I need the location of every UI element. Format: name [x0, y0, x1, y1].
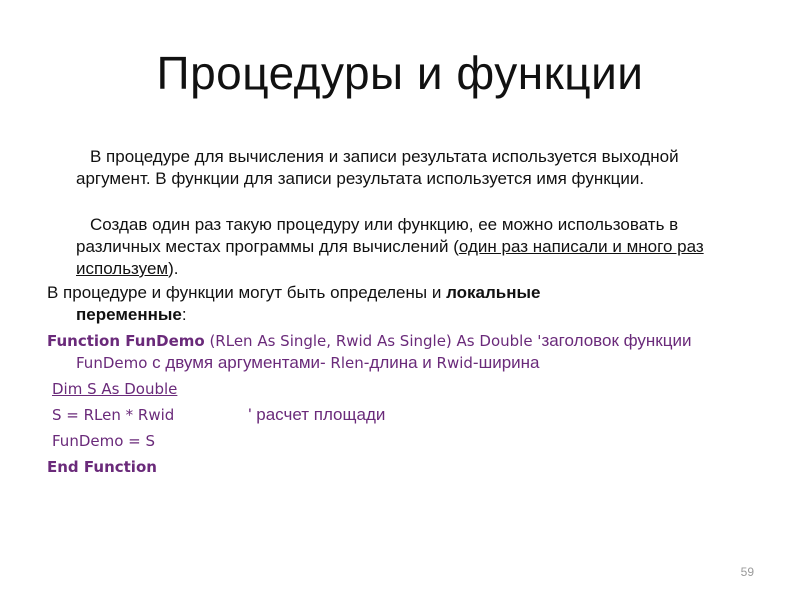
- assignment-code: S = RLen * Rwid: [52, 406, 175, 424]
- rwid-name: Rwid: [436, 354, 473, 372]
- paragraph-2-start: Создав один раз такую процедуру или функцию, ее можно использовать в различных местах программы для вычислений (: [76, 215, 679, 256]
- comment-part-2: -длина и: [363, 353, 437, 372]
- local-vars-text: В процедуре и функции могут быть определены и: [47, 283, 447, 302]
- function-args: (RLen As Single, Rwid As Single) As Double ': [204, 332, 542, 350]
- code-line-end-function: End Function: [47, 458, 157, 476]
- function-keyword: Function FunDemo: [47, 332, 205, 350]
- colon: :: [181, 305, 187, 324]
- fundemo-name: FunDemo: [76, 354, 148, 372]
- area-comment: ' расчет площади: [248, 405, 386, 424]
- code-line-assignment: [52, 404, 772, 426]
- code-line-comment-continuation: [76, 352, 796, 374]
- paragraph-2: [76, 214, 756, 280]
- code-line-function-header: [47, 330, 767, 352]
- slide-title: Процедуры и функции: [156, 47, 644, 99]
- local-vars-line-1: [47, 282, 767, 304]
- paragraph-1: [76, 146, 756, 190]
- comment-part-3: -ширина: [472, 353, 540, 372]
- header-comment: заголовок функции: [541, 331, 692, 350]
- paragraph-2-end: ).: [168, 259, 179, 278]
- local-vars-line-2: [76, 304, 796, 326]
- rlen-name: Rlen: [330, 354, 364, 372]
- paragraph-1-text: В процедуре для вычисления и записи результата используется выходной аргумент. В функции для записи результата используется имя функции.: [76, 147, 679, 188]
- paragraph-2-underlined: один раз написали и много раз используем: [76, 237, 704, 278]
- local-vars-bold: локальные: [446, 283, 541, 302]
- variables-bold: переменные: [76, 305, 182, 324]
- code-line-return: FunDemo = S: [52, 432, 156, 450]
- code-line-dim: Dim S As Double: [52, 380, 178, 398]
- comment-part-1: с двумя аргументами-: [147, 353, 331, 372]
- page-number: 59: [740, 565, 754, 579]
